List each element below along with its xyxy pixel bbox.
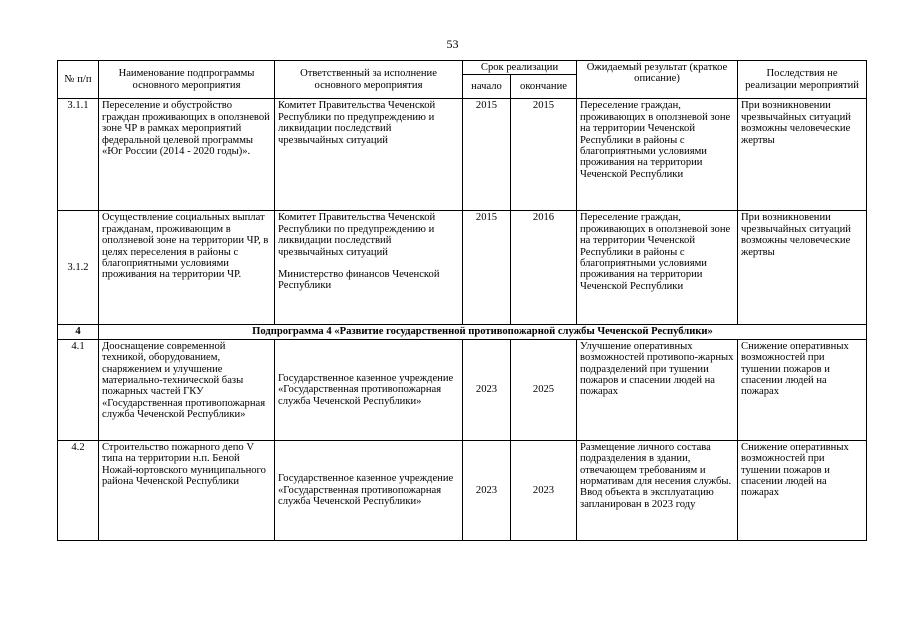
table-row bbox=[58, 211, 867, 325]
header-end: окончание bbox=[511, 75, 577, 99]
subprogram-row bbox=[58, 325, 867, 339]
row-result bbox=[577, 440, 738, 540]
row-responsible: Государственное казенное учреждение «Государственная противопожарная служба Чеченской Республики» bbox=[275, 440, 463, 540]
row-result: Улучшение оперативных возможностей противопо-жарных подразделений при тушении пожаров и спасении людей на пожарах bbox=[577, 339, 738, 440]
result-secondary: Ввод объекта в эксплуатацию запланирован в 2023 году bbox=[580, 487, 714, 510]
result-primary: Размещение личного состава подразделения в здании, отвечающем требованиям и нормативам для несения службы. bbox=[580, 441, 732, 488]
header-consequences: Последствия не реализации мероприятий bbox=[738, 61, 867, 99]
row-consequences: При возникновении чрезвычайных ситуаций возможны человеческие жертвы bbox=[738, 211, 867, 325]
subprogram-title: Подпрограмма 4 «Развитие государственной противопожарной службы Чеченской Республики» bbox=[99, 325, 867, 339]
row-num: 3.1.2 bbox=[58, 211, 99, 325]
table-row bbox=[58, 99, 867, 211]
header-period: Срок реализации bbox=[463, 61, 577, 75]
program-table bbox=[57, 60, 867, 541]
row-consequences: Снижение оперативных возможностей при тушении пожаров и спасении людей на пожарах bbox=[738, 440, 867, 540]
row-start: 2015 bbox=[463, 99, 511, 211]
responsible-primary: Комитет Правительства Чеченской Республики по предупреждению и ликвидации последствий чрезвычайных ситуаций bbox=[278, 212, 436, 258]
row-start: 2023 bbox=[463, 339, 511, 440]
row-num: 4.1 bbox=[58, 339, 99, 440]
row-end: 2016 bbox=[511, 211, 577, 325]
page-number: 53 bbox=[446, 37, 459, 51]
header-result: Ожидаемый результат (краткое описание) bbox=[577, 61, 738, 99]
responsible-secondary: Министерство финансов Чеченской Республики bbox=[278, 269, 440, 292]
row-num: 4.2 bbox=[58, 440, 99, 540]
row-end: 2023 bbox=[511, 440, 577, 540]
row-result: Переселение граждан, проживающих в оползневой зоне на территории Чеченской Республики в районы с благоприятными условиями проживания на территории Чеченской Республики bbox=[577, 211, 738, 325]
table-row bbox=[58, 440, 867, 540]
row-num: 3.1.1 bbox=[58, 99, 99, 211]
header-start: начало bbox=[463, 75, 511, 99]
header-name: Наименование подпрограммы основного мероприятия bbox=[99, 61, 275, 99]
table-header bbox=[58, 61, 867, 99]
row-name: Строительство пожарного депо V типа на территории н.п. Беной Ножай-юртовского муниципального района Чеченской Республики bbox=[99, 440, 275, 540]
row-responsible bbox=[275, 211, 463, 325]
row-responsible: Государственное казенное учреждение «Государственная противопожарная служба Чеченской Республики» bbox=[275, 339, 463, 440]
table-row bbox=[58, 339, 867, 440]
row-start: 2015 bbox=[463, 211, 511, 325]
row-end: 2015 bbox=[511, 99, 577, 211]
row-consequences: При возникновении чрезвычайных ситуаций возможны человеческие жертвы bbox=[738, 99, 867, 211]
row-end: 2025 bbox=[511, 339, 577, 440]
header-num: № п/п bbox=[58, 61, 99, 99]
row-name: Переселение и обустройство граждан проживающих в оползневой зоне ЧР в рамках мероприятий федеральной целевой программы «Юг России (2014 - 2020 годы)». bbox=[99, 99, 275, 211]
row-result: Переселение граждан, проживающих в оползневой зоне на территории Чеченской Республики в районы с благоприятными условиями проживания на территории Чеченской Республики bbox=[577, 99, 738, 211]
row-name: Дооснащение современной техникой, оборудованием, снаряжением и улучшение материально-технической базы пожарных частей ГКУ «Государственная противопожарная служба Чеченской Республики» bbox=[99, 339, 275, 440]
row-start: 2023 bbox=[463, 440, 511, 540]
header-responsible: Ответственный за исполнение основного мероприятия bbox=[275, 61, 463, 99]
subprogram-num: 4 bbox=[58, 325, 99, 339]
row-consequences: Снижение оперативных возможностей при тушении пожаров и спасении людей на пожарах bbox=[738, 339, 867, 440]
row-responsible: Комитет Правительства Чеченской Республики по предупреждению и ликвидации последствий чрезвычайных ситуаций bbox=[275, 99, 463, 211]
row-name: Осуществление социальных выплат гражданам, проживающим в оползневой зоне на территории ЧР, в целях переселения в районы с благоприятными условиями проживания на территории ЧР. bbox=[99, 211, 275, 325]
